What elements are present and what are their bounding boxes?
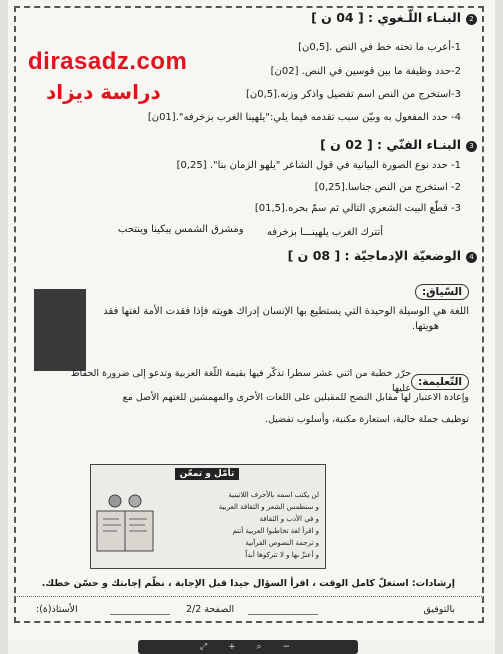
context-label: السّياق: — [415, 284, 469, 300]
instruction-line-2: وإعادة الاعتبار لها مقابل النصح للمقبلين على اللغات الأخرى والمهمشين للغتهم الأصل مع — [122, 392, 469, 403]
scan-dark-patch — [34, 289, 86, 371]
section-4-points: [ 08 ن ] — [287, 248, 341, 263]
illustration-text — [159, 489, 319, 561]
zoom-in-icon[interactable]: + — [228, 642, 242, 652]
section-3-item-3: 3- قطّع البيت الشعري التالي ثم سمّ بحره.[01,5] — [254, 203, 461, 214]
exam-advice: إرشادات: استغلّ كامل الوقت ، اقرأ السؤال جيدا قبل الإجابة ، نظّم إجابتك و حسّن خطك. — [41, 578, 455, 589]
fit-page-icon[interactable]: ⤢ — [200, 642, 214, 652]
verse-first-hemistich: أتترك الغرب يلهينـــا بزخرفه — [266, 227, 383, 238]
illustration-line-4: و اقرأ لغة تخاطبوا العربية أنتم — [232, 527, 319, 535]
illustration-line-5: و ترجمة النصوص القرآنية — [245, 539, 319, 547]
watermark-site-arabic: دراسة ديزاد — [46, 80, 161, 104]
viewer-margin-right — [495, 0, 503, 654]
section-2-item-2: 2-حدد وظيفة ما بين قوسين في النص. [02ن] — [270, 66, 461, 77]
context-text — [99, 304, 469, 334]
illustration-banner: تأمّل و تمعّن — [175, 468, 239, 480]
footer-page-number: الصفحة 2/2 — [186, 604, 235, 615]
section-2-item-3: 3-استخرج من النص اسم تفضيل واذكر وزنه.[0,5ن] — [245, 89, 461, 100]
search-icon[interactable]: ⌕ — [256, 642, 268, 652]
instruction-line-3: توظيف جملة حالية، استعارة مكنية، وأسلوب تفضيل. — [265, 414, 469, 425]
footer-teacher: الأستاذ(ة): — [36, 604, 78, 615]
footer-wish: بالتوفيق — [423, 604, 455, 615]
viewer-toolbar — [138, 640, 358, 654]
footer-stars-line-2 — [110, 614, 170, 615]
footer-divider — [14, 596, 484, 597]
section-3-title — [320, 137, 461, 152]
illustration-line-1: لن يكتب اسمه بالأحرف اللاتينية — [228, 491, 319, 499]
context-line-1: اللغة هي الوسيلة الوحيدة التي يستطيع بها الإنسان إدراك هويته فإذا فقدت الأمة لغتها فقد — [103, 306, 469, 317]
verse-second-hemistich: ومشرق الشمس يبكينا وينتحب — [118, 224, 244, 235]
footer-stars-line — [248, 614, 318, 615]
section-2-title-text: البنـاء اللّـغوي : — [368, 10, 461, 25]
section-3-points: [ 02 ن ] — [320, 137, 373, 152]
section-4-number: 4 — [466, 252, 477, 263]
section-2-number: 2 — [466, 14, 477, 25]
section-3-title-text: البنـاء الفنّي : — [377, 137, 461, 152]
section-2-points: [ 04 ن ] — [311, 10, 364, 25]
viewer-margin-left — [0, 0, 8, 654]
section-3-item-1: 1- حدد نوع الصورة البيانية في قول الشاعر "يلهو الزمان بنا". [0,25] — [176, 160, 461, 171]
open-book-icon — [93, 491, 157, 563]
zoom-out-icon[interactable]: − — [282, 642, 296, 652]
section-2-item-1: 1-أعرب ما تحته خط في النص .[0,5ن] — [298, 42, 461, 53]
section-2-item-4: 4- حدد المفعول به وبيّن سبب تقدمه فيما يلي:"يلهينا الغرب بزخرفه".[01ن] — [147, 112, 461, 123]
section-3-number: 3 — [466, 141, 477, 152]
context-line-2: هويتها. — [411, 321, 439, 332]
section-2-title — [311, 10, 461, 25]
watermark-site: dirasadz.com — [28, 48, 188, 75]
illustration-line-3: و في الأدب و الثقافة — [259, 515, 319, 523]
section-4-title-text: الوضعيّة الإدماجيّة : — [344, 248, 461, 263]
illustration-line-2: و ستطمس الشعر و الثقافة العربية — [218, 503, 319, 511]
instruction-label: التّعليمة: — [411, 374, 469, 390]
illustration-box — [90, 464, 326, 569]
section-4-title — [288, 248, 461, 263]
section-3-item-2: 2- استخرج من النص جناسا.[0,25] — [314, 182, 461, 193]
instruction-line-1: حرّر خطبة من اثني عشر سطرا تذكّر فيها بقيمة اللّغة العربية وتدعو إلى ضرورة الحفاظ عليها — [70, 368, 411, 394]
illustration-line-6: و أعتزّ بها و لا تتركوها أبداً — [245, 551, 319, 559]
